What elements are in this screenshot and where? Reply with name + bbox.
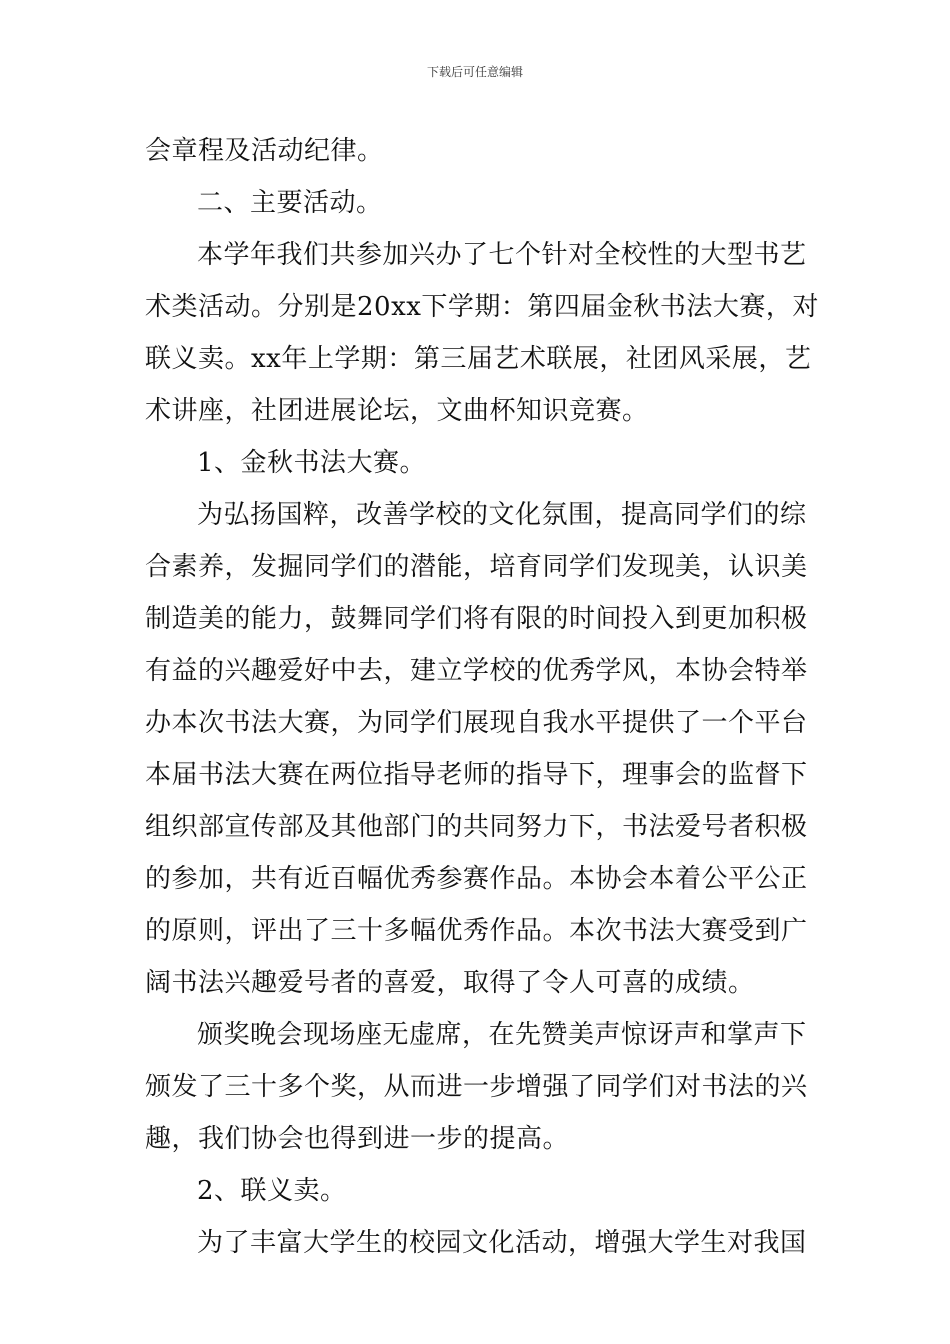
text-line: 办本次书法大赛，为同学们展现自我水平提供了一个平台 (145, 708, 808, 738)
text-line: 合素养，发掘同学们的潜能，培育同学们发现美，认识美 (145, 552, 808, 582)
text-line: 的原则，评出了三十多幅优秀作品。本次书法大赛受到广 (145, 916, 808, 946)
subsection-heading: 2、联义卖。 (197, 1176, 347, 1206)
text-line: 会章程及活动纪律。 (145, 136, 384, 166)
subsection-heading: 1、金秋书法大赛。 (197, 448, 427, 478)
text-line: 联义卖。xx年上学期：第三届艺术联展，社团风采展，艺 (145, 344, 812, 374)
page-header: 下载后可任意编辑 (426, 65, 523, 79)
text-line: 本届书法大赛在两位指导老师的指导下，理事会的监督下 (145, 760, 808, 790)
text-line: 趣，我们协会也得到进一步的提高。 (145, 1124, 570, 1154)
text-line: 的参加，共有近百幅优秀参赛作品。本协会本着公平公正 (145, 864, 808, 894)
text-line: 颁奖晚会现场座无虚席，在先赞美声惊讶声和掌声下 (197, 1020, 807, 1050)
text-line: 术讲座，社团进展论坛，文曲杯知识竞赛。 (145, 396, 649, 426)
text-line: 阔书法兴趣爱号者的喜爱，取得了令人可喜的成绩。 (145, 968, 755, 998)
section-heading: 二、主要活动。 (197, 188, 383, 218)
text-line: 颁发了三十多个奖，从而进一步增强了同学们对书法的兴 (145, 1072, 808, 1102)
text-line: 组织部宣传部及其他部门的共同努力下，书法爱号者积极 (145, 812, 808, 842)
text-line: 有益的兴趣爱好中去，建立学校的优秀学风，本协会特举 (145, 656, 808, 686)
text-line: 为弘扬国粹，改善学校的文化氛围，提高同学们的综 (197, 500, 807, 530)
text-line: 术类活动。分别是20xx下学期：第四届金秋书法大赛，对 (145, 292, 819, 322)
text-line: 制造美的能力，鼓舞同学们将有限的时间投入到更加积极 (145, 604, 808, 634)
text-line: 为了丰富大学生的校园文化活动，增强大学生对我国 (197, 1228, 807, 1258)
text-line: 本学年我们共参加兴办了七个针对全校性的大型书艺 (197, 240, 807, 270)
document-body (145, 125, 819, 1269)
